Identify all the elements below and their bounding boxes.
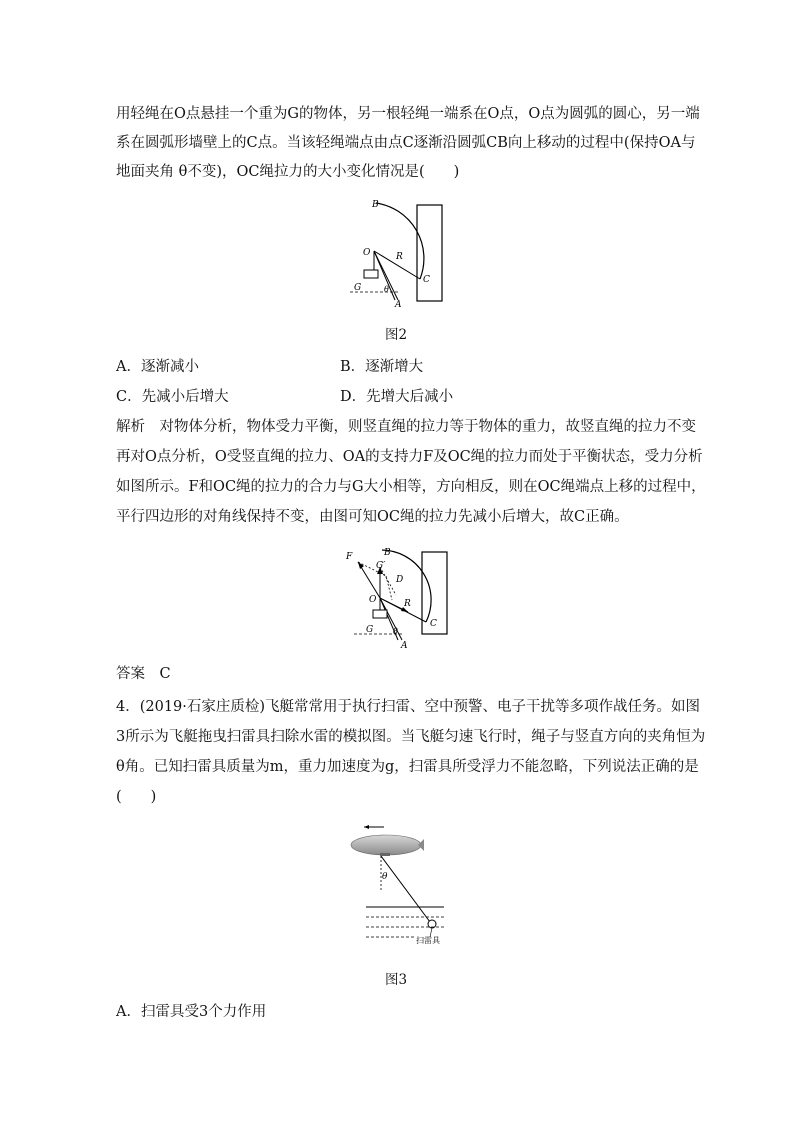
figure-3-diagram: [344, 815, 454, 955]
analysis-label-o: O: [369, 595, 377, 605]
fig2-label-b: B: [372, 200, 379, 210]
problem-text-line: 用轻绳在O点悬挂一个重为G的物体，另一根轻绳一端系在O点，O点为圆弧的圆心，另一端: [116, 106, 700, 122]
problem-4-line: 3所示为飞艇拖曳扫雷具扫除水雷的模拟图。当飞艇匀速飞行时，绳子与竖直方向的夹角恒为: [116, 729, 706, 745]
analysis-label-b: B: [384, 548, 391, 558]
figure-3-caption: 图3: [385, 972, 408, 988]
fig3-label-theta: θ: [382, 872, 388, 882]
option-b[interactable]: B．逐渐增大: [340, 359, 424, 375]
figure-2-diagram: [340, 195, 450, 310]
fig2-label-r: R: [396, 252, 403, 262]
fig2-label-o: O: [363, 248, 371, 258]
problem-text-line: 系在圆弧形墙壁上的C点。当该轻绳端点由点C逐渐沿圆弧CB向上移动的过程中(保持OA与: [116, 135, 696, 151]
problem-4-line: θ角。已知扫雷具质量为m，重力加速度为g，扫雷具所受浮力不能忽略，下列说法正确的是: [116, 759, 699, 775]
analysis-label-r: R: [404, 599, 411, 609]
answer-text: 答案 C: [116, 666, 171, 682]
option-a[interactable]: A．逐渐减小: [116, 359, 199, 375]
option-a[interactable]: A．扫雷具受3个力作用: [116, 1004, 267, 1020]
analysis-line: 解析 对物体分析，物体受力平衡，则竖直绳的拉力等于物体的重力，故竖直绳的拉力不变: [116, 419, 696, 435]
analysis-label-f: F: [346, 552, 353, 562]
analysis-line: 如图所示。F和OC绳的拉力的合力与G大小相等，方向相反，则在OC绳端点上移的过程中，: [116, 479, 706, 495]
figure-2-caption: 图2: [385, 327, 408, 343]
analysis-line: 再对O点分析，O受竖直绳的拉力、OA的支持力F及OC绳的拉力而处于平衡状态，受力分析: [116, 449, 703, 465]
problem-text-line: 地面夹角 θ不变)，OC绳拉力的大小变化情况是( ): [116, 164, 460, 180]
fig2-label-g: G: [354, 283, 362, 293]
fig2-label-a: A: [395, 300, 402, 310]
analysis-label-c: C: [430, 619, 437, 629]
analysis-label-a: A: [401, 641, 408, 651]
analysis-label-g-prime: G′: [376, 561, 386, 571]
analysis-force-diagram: [340, 542, 455, 652]
fig2-label-c: C: [423, 275, 430, 285]
analysis-label-theta: θ: [393, 627, 398, 636]
option-c[interactable]: C．先减小后增大: [116, 389, 229, 405]
option-d[interactable]: D．先增大后减小: [340, 389, 454, 405]
analysis-label-d: D: [396, 575, 404, 585]
fig3-label-device: 扫雷具: [416, 936, 440, 945]
fig2-label-theta: θ: [384, 285, 389, 294]
problem-4-line: 4．(2019·石家庄质检)飞艇常常用于执行扫雷、空中预警、电子干扰等多项作战任务。如图: [116, 699, 701, 715]
problem-4-line: ( ): [116, 789, 157, 805]
analysis-label-g: G: [366, 625, 374, 635]
analysis-line: 平行四边形的对角线保持不变，由图可知OC绳的拉力先减小后增大，故C正确。: [116, 509, 629, 525]
